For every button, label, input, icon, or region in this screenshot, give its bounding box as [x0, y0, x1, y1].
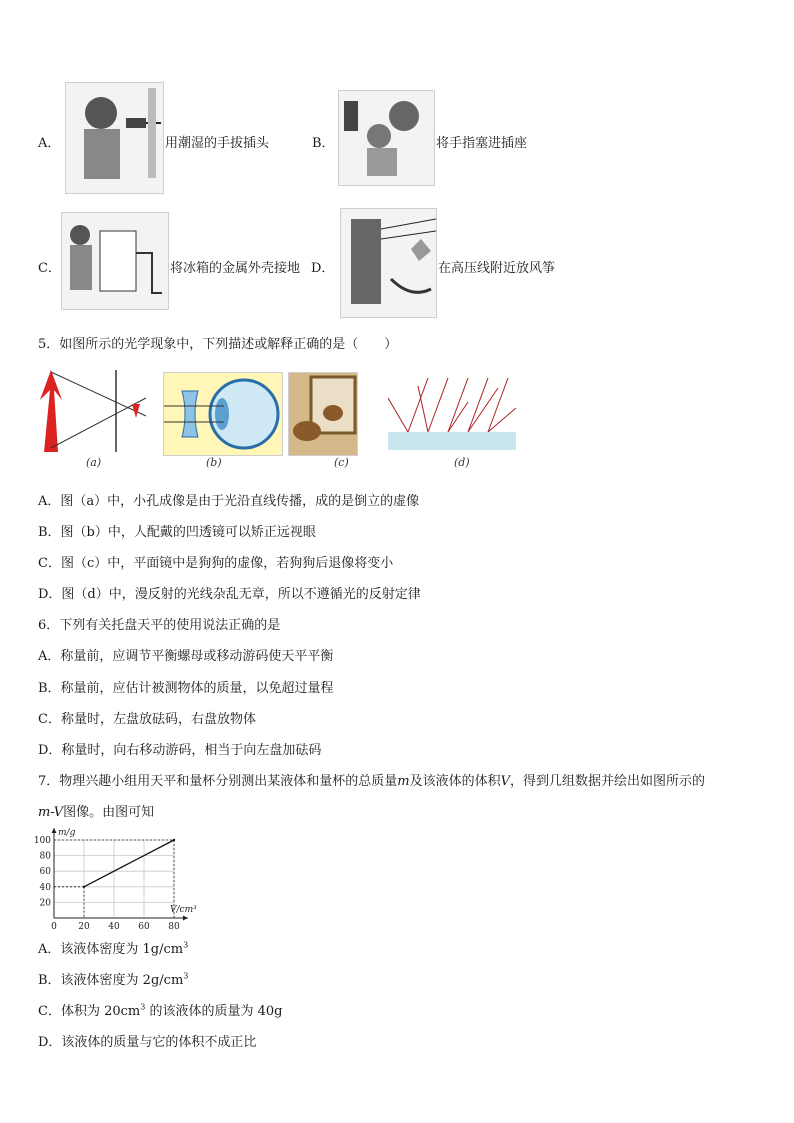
- x-tick-label-4: 80: [168, 922, 180, 931]
- q7-var-m: m: [397, 774, 410, 789]
- finger-socket-image: [338, 90, 435, 186]
- y-tick-label-3: 80: [39, 851, 51, 862]
- x-tick-label-2: 40: [108, 922, 120, 931]
- q7-option-c-text: C．体积为 20cm: [38, 1004, 141, 1019]
- q7-option-c-sup: 3: [140, 1002, 146, 1012]
- caption-d: (d): [454, 456, 470, 469]
- kite-powerline-image: [340, 208, 437, 318]
- q7-option-c: [38, 1000, 282, 1019]
- x-tick-label-3: 60: [138, 922, 150, 931]
- diffuse-reflection-image: [388, 378, 516, 450]
- y-tick-label-4: 100: [33, 836, 51, 846]
- q7-stem-line2: [38, 801, 154, 820]
- q7-var-v: V: [500, 774, 511, 789]
- y-tick-label-1: 40: [39, 882, 51, 893]
- q5-stem: 5．如图所示的光学现象中，下列描述或解释正确的是（ ）: [38, 337, 398, 352]
- q7-option-b-sup: 3: [183, 971, 189, 981]
- q7-option-a: [38, 938, 188, 957]
- x-axis-arrow: [183, 916, 188, 921]
- q7-stem-part1: 7．物理兴趣小组用天平和量杯分别测出某液体和量杯的总质量: [38, 774, 398, 789]
- y-axis-label: m/g: [58, 828, 76, 838]
- fridge-ground-image: [61, 212, 169, 310]
- y-tick-label-2: 60: [39, 867, 51, 878]
- q7-option-c-suffix: 的该液体的质量为 40g: [145, 1004, 283, 1019]
- x-tick-label-1: 20: [78, 922, 90, 931]
- q4-option-a-letter: A．: [38, 136, 61, 151]
- q7-stem-part3: ，得到几组数据并绘出如图所示的: [510, 774, 706, 789]
- q4-option-d-letter: D．: [311, 261, 335, 276]
- wet-hand-plug-image: [65, 82, 164, 194]
- dog-mirror-image: [288, 372, 358, 456]
- q5-option-d: D．图（d）中，漫反射的光线杂乱无章，所以不遵循光的反射定律: [38, 587, 421, 602]
- q7-stem-line2-rest: 图像。由图可知: [63, 805, 155, 820]
- caption-a: (a): [86, 456, 102, 469]
- q7-option-b: [38, 969, 188, 988]
- q6-option-a: A．称量前，应调节平衡螺母或移动游码使天平平衡: [38, 649, 334, 664]
- caption-c: (c): [334, 456, 349, 469]
- q5-option-a: A．图（a）中，小孔成像是由于光沿直线传播，成的是倒立的虚像: [38, 494, 420, 509]
- y-tick-label-0: 20: [39, 898, 51, 909]
- q4-option-a-text: 用潮湿的手拔插头: [165, 136, 270, 151]
- data-point-0: [83, 886, 85, 888]
- q4-option-b-letter: B．: [312, 136, 335, 151]
- q4-option-d-text: 在高压线附近放风筝: [438, 261, 556, 276]
- q4-option-c-letter: C．: [38, 261, 61, 276]
- q7-option-a-sup: 3: [183, 940, 189, 950]
- x-tick-label-0: 0: [51, 922, 57, 931]
- q7-stem-var-mv: m-V: [38, 805, 64, 820]
- caption-b: (b): [206, 456, 222, 469]
- q4-option-b-text: 将手指塞进插座: [436, 136, 528, 151]
- x-axis-label: V/cm³: [170, 905, 197, 915]
- q6-option-b: B．称量前，应估计被测物体的质量，以免超过量程: [38, 681, 334, 696]
- y-axis-arrow: [52, 828, 57, 833]
- pinhole-image: [36, 370, 148, 452]
- q7-option-d: [38, 1031, 256, 1050]
- mass-volume-chart: [26, 826, 201, 931]
- data-point-1: [173, 839, 175, 841]
- series-line: [84, 840, 174, 887]
- q7-stem-part2: 及该液体的体积: [409, 774, 501, 789]
- q5-option-c: C．图（c）中，平面镜中是狗狗的虚像，若狗狗后退像将变小: [38, 556, 394, 571]
- q6-option-d: D．称量时，向右移动游码，相当于向左盘加砝码: [38, 743, 322, 758]
- q7-option-d-text: D．该液体的质量与它的体积不成正比: [38, 1035, 257, 1050]
- eye-lens-image: [163, 372, 283, 456]
- q7-option-b-text: B．该液体密度为 2g/cm: [38, 973, 184, 988]
- q4-option-c-text: 将冰箱的金属外壳接地: [170, 261, 301, 276]
- q7-option-a-text: A．该液体密度为 1g/cm: [38, 942, 184, 957]
- q6-stem: 6．下列有关托盘天平的使用说法正确的是: [38, 618, 281, 633]
- q7-stem-line1: [38, 770, 705, 789]
- q6-option-c: C．称量时，左盘放砝码，右盘放物体: [38, 712, 256, 727]
- q5-option-b: B．图（b）中，人配戴的凹透镜可以矫正远视眼: [38, 525, 316, 540]
